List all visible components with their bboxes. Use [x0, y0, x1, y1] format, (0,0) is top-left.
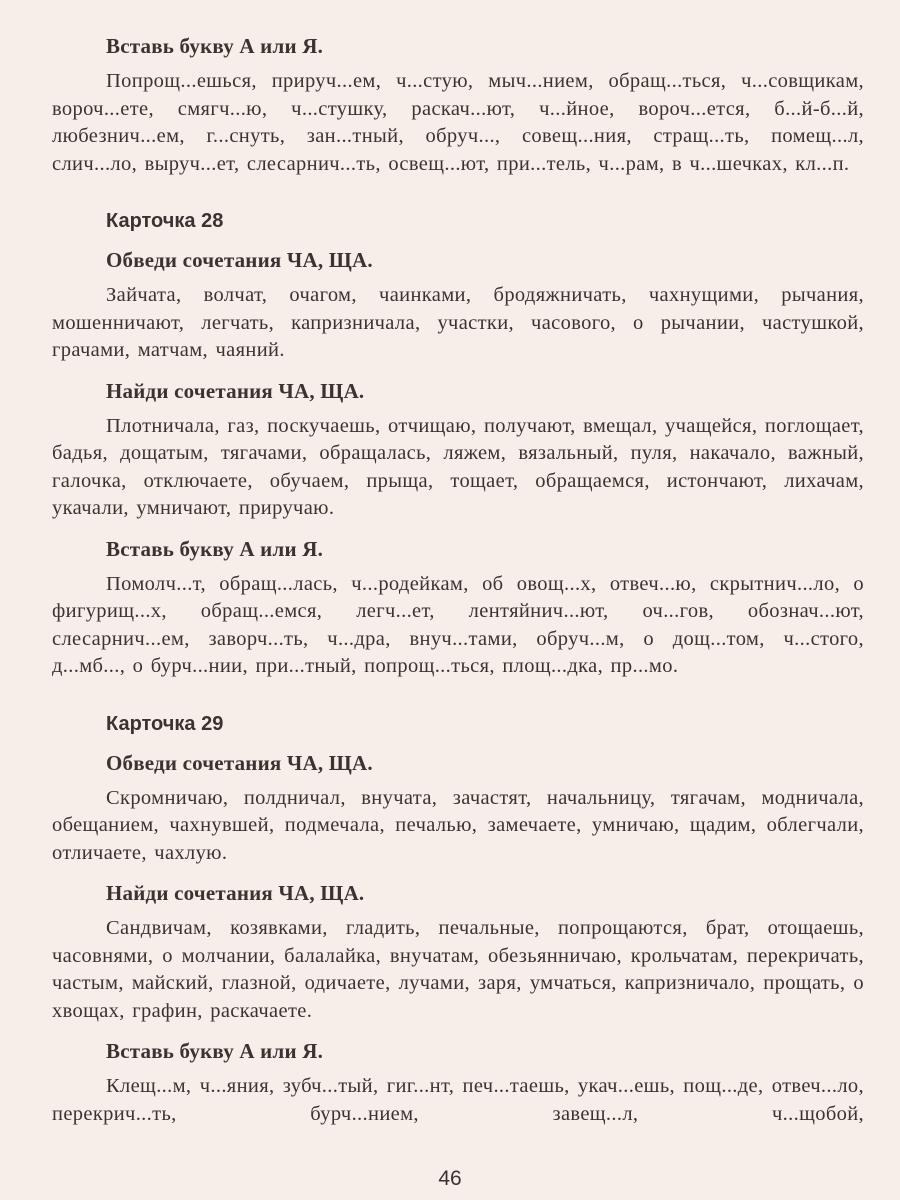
card-title: Карточка 29 [106, 712, 224, 735]
task-text: Помолч...т, обращ...лась, ч...родейкам, об овощ...х, отвеч...ю, скрытнич...ло, о фигурищ...х, обращ...емся, легч...ет, лентяйнич...ют, оч...гов, обознач...ют, слесарнич...ем, заворч...ть, ч...дра, внуч...тами, обруч...м, о дощ...том, ч...стого, д...мб..., о бурч...нии, при...тный, попрощ...ться, площ...дка, пр...мо. [52, 572, 864, 677]
task-title: Найди сочетания ЧА, ЩА. [106, 378, 365, 403]
task-title: Обведи сочетания ЧА, ЩА. [106, 750, 373, 775]
task-text: Попрощ...ешься, прируч...ем, ч...стую, мыч...нием, обращ...ться, ч...совщикам, вороч...ете, смягч...ю, ч...стушку, раскач...ют, ч...йное, вороч...ется, б...й-б...й, любезнич...ем, г...снуть, зан...тный, обруч..., совещ...ния, стращ...ть, помещ...л, слич...ло, выруч...ет, слесарнич...ть, освещ...ют, при...тель, ч...рам, в ч...шечках, кл...п. [52, 70, 864, 175]
task-text: Скромничаю, полдничал, внучата, зачастят, начальницу, тягачам, модничала, обещанием, чахнувшей, подмечала, печалью, замечаете, умничаю, щадим, облегчали, отличаете, чахлую. [52, 786, 864, 864]
task-text: Сандвичам, козявками, гладить, печальные, попрощаются, брат, отощаешь, часовнями, о молчании, балалайка, внучатам, обезьянничаю, крольчатам, перекричать, частым, майский, глазной, одичаете, лучами, заря, умчаться, капризничало, прощать, о хвощах, графин, раскачаете. [52, 917, 864, 1022]
card-title: Карточка 28 [106, 210, 224, 232]
task-title: Вставь букву А или Я. [106, 34, 324, 58]
task-title: Вставь букву А или Я. [106, 536, 324, 561]
page-number: 46 [438, 1167, 462, 1190]
intro-exercise [52, 32, 864, 178]
task-text: Зайчата, волчат, очагом, чаинками, бродяжничать, чахнущими, рычания, мошенничают, легчать, капризничала, участки, часового, о рычании, частушкой, грачами, матчам, чаяний. [52, 284, 864, 361]
task-title: Вставь букву А или Я. [106, 1039, 324, 1063]
card-28 [52, 208, 864, 681]
card-29 [52, 711, 864, 1129]
workbook-page [52, 32, 864, 1140]
task-text: Плотничала, газ, поскучаешь, отчищаю, получают, вмещал, учащейся, поглощает, бадья, дощатым, тягачами, обращалась, ляжем, вязальный, пуля, накачало, важный, галочка, отключаете, обучаем, прыща, тощает, обращаемся, истончают, лихачам, укачали, умничают, приручаю. [52, 414, 864, 519]
task-title: Найди сочетания ЧА, ЩА. [106, 881, 365, 905]
task-title: Обведи сочетания ЧА, ЩА. [106, 248, 373, 272]
task-text: Клещ...м, ч...яния, зубч...тый, гиг...нт, печ...таешь, укач...ешь, пощ...де, отвеч...ло, перекрич...ть, бурч...нием, завещ...л, ч...щобой, [52, 1075, 864, 1125]
